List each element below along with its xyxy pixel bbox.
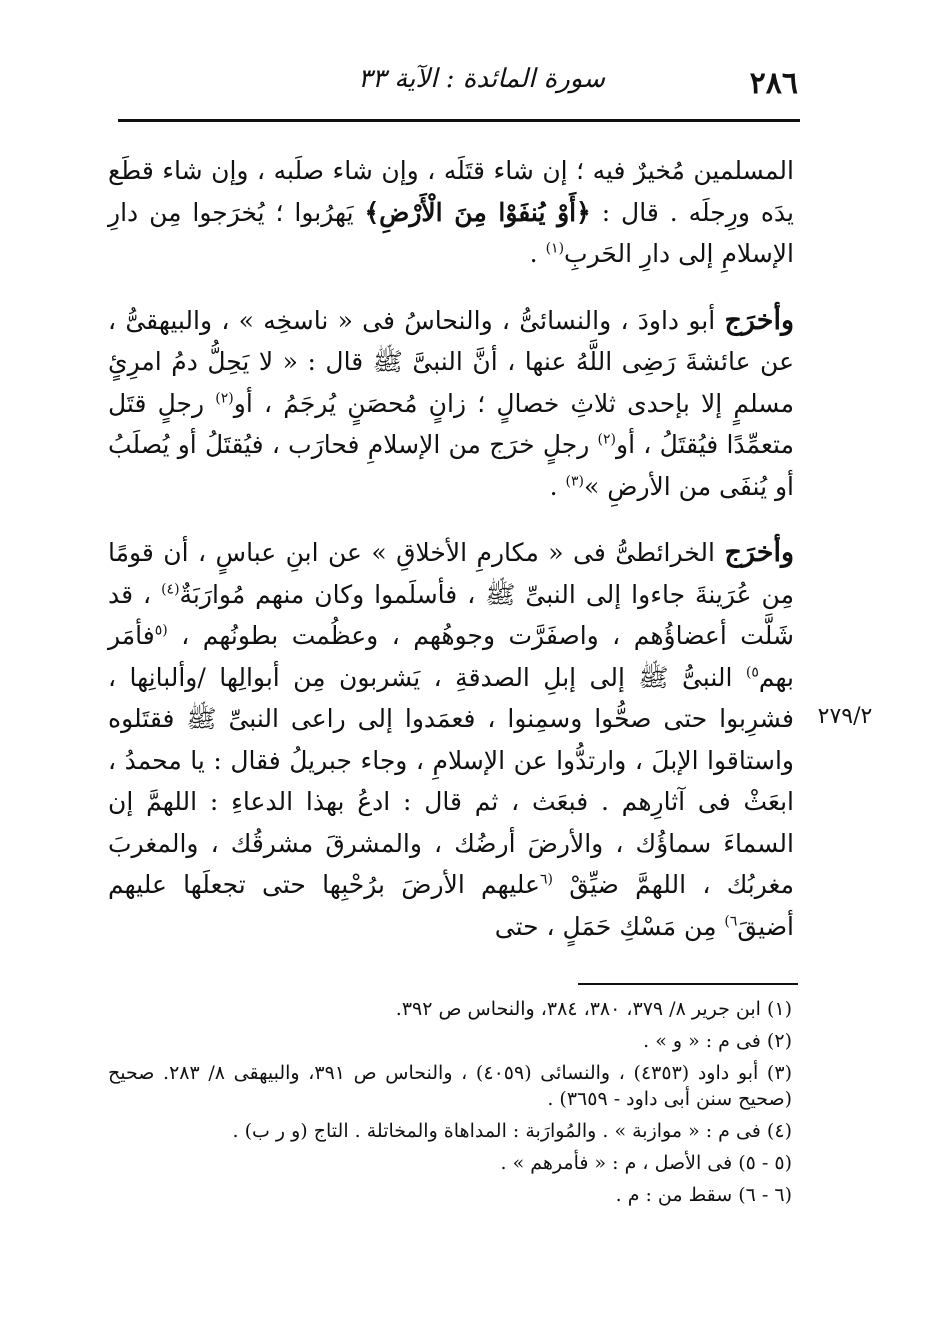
paragraph-1-end: . <box>529 239 546 268</box>
footnote-rule <box>578 983 798 985</box>
footnote-ref: (٢) <box>597 431 617 448</box>
paragraph-3-text-b: ، قد شَلَّت أعضاؤُهم ، واصفَرَّت وجوهُهم ، وعظُمت بطونُهم ، <box>108 579 795 650</box>
footnote-ref: ٥) <box>745 664 759 681</box>
footnote-ref: ٦) <box>724 913 738 930</box>
paragraph-1-text: يَهرُبوا ؛ يُخرَجوا مِن دارِ الإسلامِ إلى دارِ الحَربِ <box>108 197 794 268</box>
header-rule <box>118 119 800 122</box>
paragraph-2-text-c: رجلٍ خرَج من الإسلامِ فحارَب ، فيُقتَلُ أو يُصلَبُ أو يُنفَى من الأرضِ » <box>108 430 794 501</box>
running-title: سورة المائدة : الآية ٣٣ <box>358 64 605 94</box>
paragraph-2 <box>108 300 794 508</box>
page-header <box>118 60 798 116</box>
page-number: ٢٨٦ <box>749 66 798 101</box>
paragraph-1-line-1: المسلمين مُخيرٌ فيه ؛ إن شاء قتَلَه ، وإن شاء صلَبه ، وإن شاء قطَع يدَه ورِجلَه . <box>108 156 794 227</box>
footnote-ref: (٦ <box>539 871 553 888</box>
paragraph-2-lead: وأخرَج <box>724 304 794 336</box>
paragraph-3-text-c: فأمَر بهم <box>108 621 794 692</box>
quran-verse: ﴿أَوْ يُنفَوْا مِنَ الْأَرْضِ﴾ <box>364 197 591 227</box>
paragraph-3-text-a: الخرائطىُّ فى « مكارمِ الأخلاقِ » عن ابنِ عباسٍ ، أن قومًا مِن عُرَينةَ جاءوا إلى النبىِّ ﷺ ، فأسلَموا وكان منهم مُوارَبَةٌ <box>108 538 794 609</box>
paragraph-1 <box>108 150 794 275</box>
paragraph-3-text-d: النبىُّ ﷺ إلى إبلِ الصدقةِ ، يَشربون مِن أبوالِها /وألبانِها ، فشرِبوا حتى صحُّوا وسمِنوا ، فعمَدوا إلى راعى النبىِّ ﷺ فقتَلوه واستاقوا الإبلَ ، وارتدُّوا عن الإسلامِ ، وجاء جبريلُ فقال : يا محمدُ ، ابعَثْ فى آثارِهم . فبعَث ، ثم قال : ادعُ بهذا الدعاءِ : اللهمَّ إن السماءَ سماؤُك ، والأرضَ أرضُك ، والمشرقَ مشرقُك ، والمغربَ مغربُك ، اللهمَّ ضيِّقْ <box>108 662 794 899</box>
footnote-1: (١) ابن جرير ٨/ ٣٧٩، ٣٨٠، ٣٨٤، والنحاس ص ٣٩٢. <box>395 998 792 1020</box>
footnote-ref: (٤) <box>161 581 180 598</box>
paragraph-2-text-a: أبو داودَ ، والنسائىُّ ، والنحاسُ فى « ناسخِه » ، والبيهقىُّ ، عن عائشةَ رَضِى اللَّهُ عنها ، أنَّ النبىَّ ﷺ قال : « لا يَحِلُّ دمُ امرِئٍ مسلمٍ إلا بإحدى ثلاثِ خصالٍ ؛ زانٍ مُحصَنٍ يُرجَمُ ، أو <box>108 305 795 418</box>
footnote-2: (٢) فى م : « و » . <box>643 1030 792 1052</box>
paragraph-2-end: . <box>549 471 566 501</box>
footnote-ref: (٣) <box>565 473 584 490</box>
footnote-6: (٦ - ٦) سقط من : م . <box>615 1184 792 1206</box>
footnotes <box>108 996 792 1214</box>
paragraph-3 <box>108 532 794 947</box>
footnote-ref: (٥ <box>154 622 168 639</box>
footnote-3: (٣) أبو داود (٤٣٥٣) ، والنسائى (٤٠٥٩) ، والنحاس ص ٣٩١، والبيهقى ٨/ ٢٨٣. صحيح (صحيح سنن أبى داود - ٣٦٥٩) . <box>108 1062 792 1110</box>
paragraph-2-text-b: رجلٍ قتَل متعمِّدًا فيُقتَلُ ، أو <box>108 388 794 459</box>
footnote-ref: (١) <box>545 240 565 257</box>
paragraph-3-text-f: مِن مَسْكِ حَمَلٍ ، حتى <box>494 911 725 941</box>
paragraph-1-intro: قال : <box>590 197 659 227</box>
main-text <box>108 150 794 972</box>
margin-reference: ٢٧٩/٢ <box>817 704 873 729</box>
footnote-ref: (٢) <box>215 390 234 407</box>
footnote-4: (٤) فى م : « موازبة » . والمُوارَبة : المداهاة والمخاتلة . التاج (و ر ب) . <box>232 1120 792 1142</box>
footnote-5: (٥ - ٥) فى الأصل ، م : « فأمرهم » . <box>500 1152 792 1174</box>
paragraph-3-lead: وأخرَج <box>724 537 794 568</box>
paragraph-3-text-e: عليهم الأرضَ برُحْبِها حتى تجعلَها عليهم أضيقَ <box>108 870 794 941</box>
